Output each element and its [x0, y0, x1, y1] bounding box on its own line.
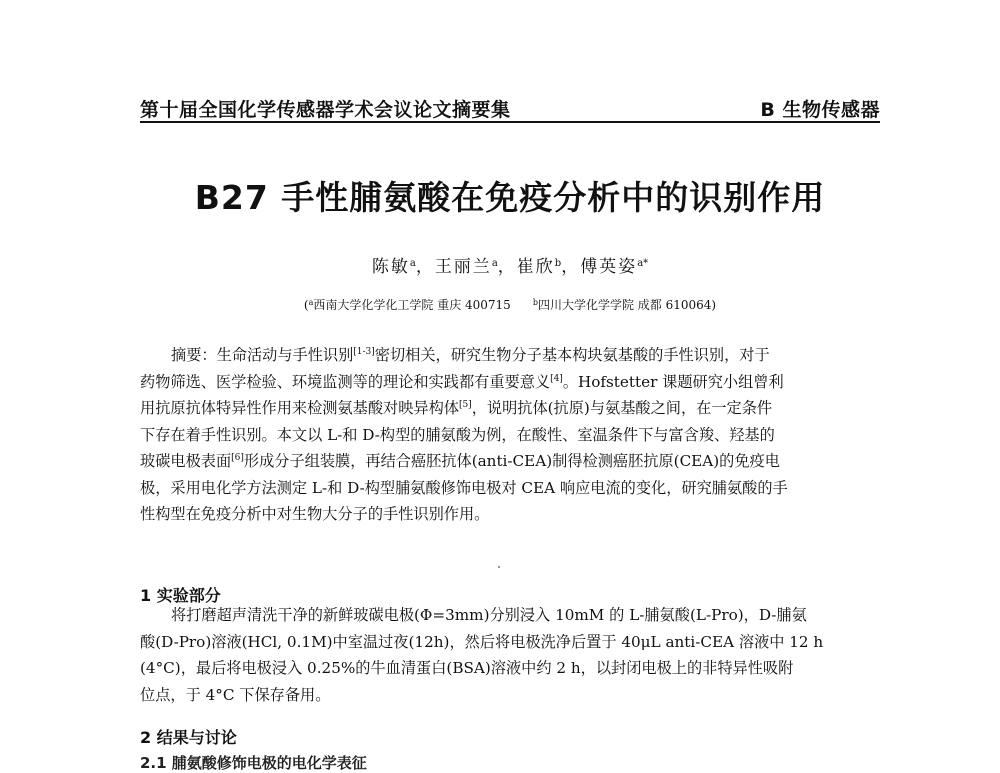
- section-heading-results: 2 结果与讨论: [140, 728, 237, 747]
- header-proceedings-title: 第十届全国化学传感器学术会议论文摘要集: [140, 99, 511, 121]
- abstract-text: 玻碳电极表面: [140, 452, 232, 470]
- author-list: [140, 252, 880, 277]
- author-name: 崔欣: [516, 257, 555, 277]
- abstract-text: 用抗原抗体特异性作用来检测氨基酸对映异构体: [140, 399, 459, 417]
- affiliation-list: [140, 296, 880, 313]
- author-affiliation-mark: b: [554, 258, 562, 269]
- citation-ref: [6]: [231, 453, 244, 463]
- affiliation-open-paren: (: [303, 298, 309, 312]
- affiliation-text: 西南大学化学化工学院 重庆 400715: [313, 298, 511, 312]
- author-name: 傅英姿: [580, 257, 638, 277]
- affiliation-mark: b: [532, 298, 538, 307]
- abstract-text: 摘要：生命活动与手性识别: [171, 346, 354, 364]
- abstract-line: [140, 448, 880, 475]
- header-rule: [140, 121, 880, 123]
- abstract-line: [140, 501, 880, 528]
- abstract-line: [140, 422, 880, 449]
- author-affiliation-mark: a*: [637, 258, 649, 269]
- abstract-text: 密切相关，研究生物分子基本构块氨基酸的手性识别，对于: [374, 346, 770, 364]
- abstract-line: [140, 342, 880, 369]
- affiliation-mark: a: [308, 298, 314, 307]
- subsection-heading-partial: 2.1 脯氨酸修饰电极的电化学表征: [140, 754, 367, 772]
- experimental-paragraph: [140, 602, 880, 708]
- abstract-text: 药物筛选、医学检验、环境监测等的理论和实践都有重要意义: [140, 372, 551, 391]
- affiliation-text: 四川大学化学学院 成都 610064): [537, 298, 717, 312]
- abstract-line: [140, 369, 880, 396]
- author-separator: ，: [497, 257, 517, 277]
- abstract-text: ，说明抗体(抗原)与氨基酸之间，在一定条件: [471, 399, 773, 417]
- abstract-text: 极，采用电化学方法测定 L-和 D-构型脯氨酸修饰电极对 CEA 响应电流的变化，研究脯氨酸的手: [140, 478, 788, 497]
- experimental-line: 位点，于 4°C 下保存备用。: [140, 685, 331, 704]
- experimental-line: (4°C)，最后将电极浸入 0.25%的牛血清蛋白(BSA)溶液中约 2 h，以封闭电极上的非特异性吸附: [140, 659, 794, 677]
- running-header: [140, 88, 880, 122]
- abstract-text: 性构型在免疫分析中对生物大分子的手性识别作用。: [140, 505, 490, 523]
- citation-ref: [1-3]: [353, 347, 375, 357]
- abstract-paragraph: [140, 342, 880, 528]
- experimental-line: 将打磨超声清洗干净的新鲜玻碳电极(Φ=3mm)分别浸入 10mM 的 L-脯氨酸(L-Pro)，D-脯氨: [171, 606, 807, 624]
- abstract-line: [140, 395, 880, 422]
- author-affiliation-mark: a: [409, 258, 416, 269]
- author-separator: ，: [415, 257, 435, 277]
- scan-speck: [498, 566, 500, 568]
- author-name: 陈敏: [371, 257, 410, 277]
- author-separator: ，: [561, 257, 581, 277]
- abstract-line: [140, 475, 880, 502]
- paper-title: B27 手性脯氨酸在免疫分析中的识别作用: [194, 178, 826, 217]
- citation-ref: [5]: [458, 400, 472, 410]
- section-heading-experimental: 1 实验部分: [140, 586, 221, 605]
- author-affiliation-mark: a: [491, 258, 498, 269]
- abstract-text: 形成分子组装膜，再结合癌胚抗体(anti-CEA)制得检测癌胚抗原(CEA)的免疫电: [243, 452, 780, 470]
- header-section-name: B 生物传感器: [760, 99, 880, 121]
- author-name: 王丽兰: [434, 257, 492, 277]
- abstract-text: 。Hofstetter 课题研究小组曾利: [562, 372, 784, 391]
- citation-ref: [4]: [550, 373, 563, 384]
- abstract-text: 下存在着手性识别。本文以 L-和 D-构型的脯氨酸为例，在酸性、室温条件下与富含羧、羟基的: [140, 425, 775, 444]
- experimental-line: 酸(D-Pro)溶液(HCl, 0.1M)中室温过夜(12h)，然后将电极洗净后置于 40μL anti-CEA 溶液中 12 h: [140, 632, 824, 651]
